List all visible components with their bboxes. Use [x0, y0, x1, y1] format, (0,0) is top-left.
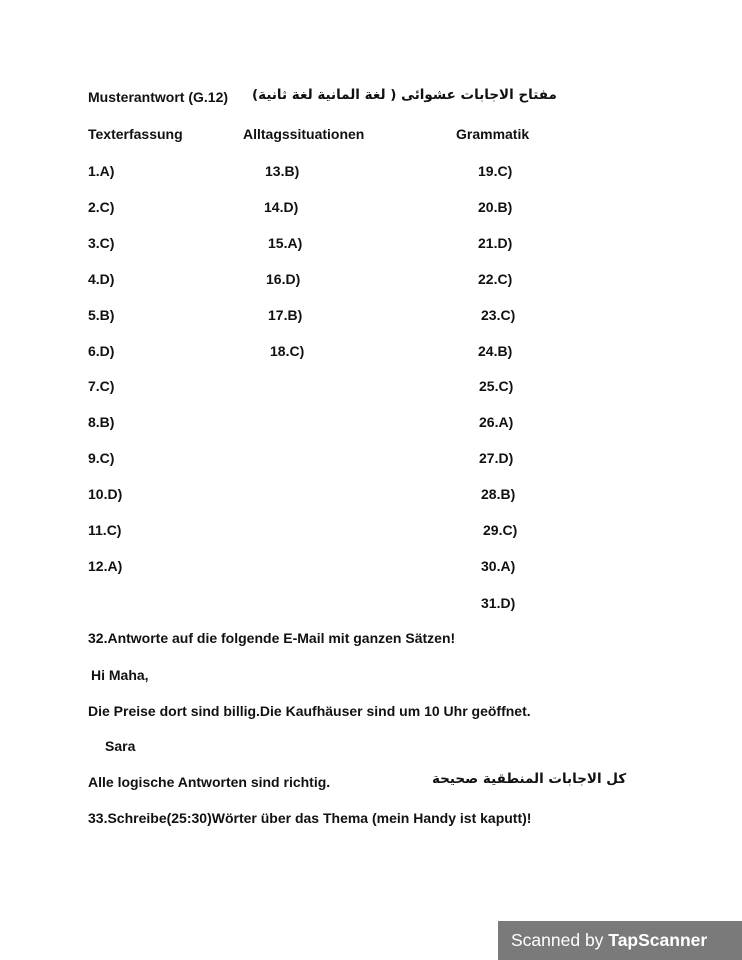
watermark-prefix: Scanned by [511, 930, 609, 950]
answer-item: 23.C) [481, 307, 516, 323]
grading-note-arabic: كل الاجابات المنطقية صحيحة [432, 771, 627, 787]
answer-item: 21.D) [478, 235, 513, 251]
answer-item: 17.B) [268, 307, 303, 323]
answer-item: 30.A) [481, 558, 516, 574]
answer-item: 22.C) [478, 271, 513, 287]
answer-item: 19.C) [478, 163, 513, 179]
watermark-brand: TapScanner [608, 930, 708, 950]
answer-item: 20.B) [478, 199, 513, 215]
answer-item: 6.D) [88, 343, 115, 359]
answer-item: 8.B) [88, 414, 115, 430]
answer-item: 14.D) [264, 199, 299, 215]
grading-note: Alle logische Antworten sind richtig. [88, 774, 331, 790]
page-title-arabic: مفتاح الاجابات عشوائى ( لغة المانية لغة ثانية) [252, 87, 557, 103]
email-greeting: Hi Maha, [91, 667, 149, 683]
email-task-heading: 32.Antworte auf die folgende E-Mail mit ganzen Sätzen! [88, 630, 456, 646]
answer-item: 7.C) [88, 378, 115, 394]
answer-item: 24.B) [478, 343, 513, 359]
email-signature: Sara [105, 738, 136, 754]
answer-item: 2.C) [88, 199, 115, 215]
scanner-watermark [498, 921, 742, 960]
answer-item: 10.D) [88, 486, 123, 502]
answer-item: 4.D) [88, 271, 115, 287]
answer-item: 15.A) [268, 235, 303, 251]
column-header-grammatik: Grammatik [456, 126, 530, 142]
answer-item: 28.B) [481, 486, 516, 502]
writing-task-heading: 33.Schreibe(25:30)Wörter über das Thema (mein Handy ist kaputt)! [88, 810, 532, 826]
answer-item: 25.C) [479, 378, 514, 394]
page-title: Musterantwort (G.12) [88, 89, 229, 105]
answer-item: 5.B) [88, 307, 115, 323]
column-header-alltagssituationen: Alltagssituationen [243, 126, 365, 142]
answer-item: 12.A) [88, 558, 123, 574]
answer-item: 29.C) [483, 522, 518, 538]
answer-item: 27.D) [479, 450, 514, 466]
answer-item: 18.C) [270, 343, 305, 359]
answer-item: 13.B) [265, 163, 300, 179]
answer-item: 16.D) [266, 271, 301, 287]
answer-item: 11.C) [88, 522, 122, 538]
answer-item: 31.D) [481, 595, 516, 611]
column-header-texterfassung: Texterfassung [88, 126, 183, 142]
answer-item: 9.C) [88, 450, 115, 466]
answer-item: 3.C) [88, 235, 115, 251]
email-body: Die Preise dort sind billig.Die Kaufhäuser sind um 10 Uhr geöffnet. [88, 703, 531, 719]
answer-item: 26.A) [479, 414, 514, 430]
answer-item: 1.A) [88, 163, 115, 179]
